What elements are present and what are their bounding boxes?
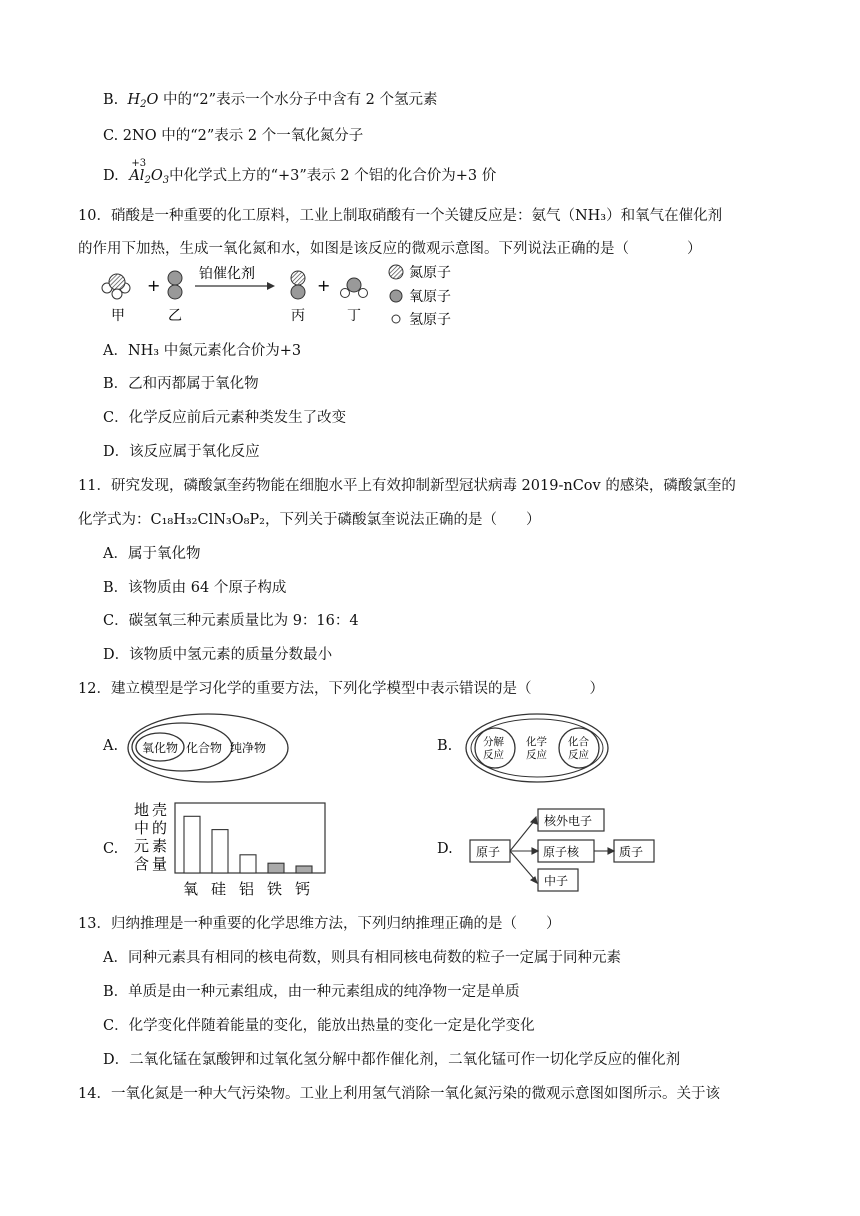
chart-category-label: 氧 [183, 880, 199, 898]
q10-reaction-diagram [95, 262, 475, 332]
svg-text:氧原子: 氧原子 [409, 289, 451, 305]
q13-option-d: D．二氧化锰在氯酸钾和过氧化氢分解中都作催化剂，二氧化锰可作一切化学反应的催化剂 [103, 1052, 681, 1068]
ammonia-molecule [102, 274, 130, 299]
q10-stem-line1: 10．硝酸是一种重要的化工原料，工业上制取硝酸有一个关键反应是：氨气（NH₃）和氧气在催化剂 [78, 208, 723, 224]
q10-option-d: D．该反应属于氧化反应 [103, 444, 260, 460]
q12-a-venn-diagram [122, 710, 292, 786]
q13-option-b: B．单质是由一种元素组成，由一种元素组成的纯净物一定是单质 [103, 984, 520, 1000]
combination-1: 化合 [568, 736, 589, 748]
node-atom: 原子 [476, 845, 501, 859]
chemical-2: 反应 [526, 749, 547, 761]
q13-option-c: C．化学变化伴随着能量的变化，能放出热量的变化一定是化学变化 [103, 1018, 535, 1034]
q9-option-c: C. 2NO 中的“2”表示 2 个一氧化氮分子 [103, 128, 364, 144]
node-neutron: 中子 [544, 874, 569, 888]
q12-d-label: D. [437, 841, 453, 857]
svg-text:氢原子: 氢原子 [409, 312, 451, 328]
q12-b-label: B. [437, 738, 453, 754]
chart-ylabel [134, 801, 167, 873]
chart-ylabel-char: 元 [134, 837, 150, 855]
q9-option-d: D. +3 $Al_2O_3$中化学式上方的“+3”表示 2 个铝的化合价为+3 价 [103, 158, 497, 186]
legend-nitrogen [389, 265, 451, 281]
q12-c-bar-chart [130, 798, 330, 898]
catalyst-label: 铂催化剂 [199, 266, 255, 282]
chart-ylabel-char: 含 [134, 855, 150, 873]
plus-sign-2: + [317, 276, 331, 295]
q12-stem: 12．建立模型是学习化学的重要方法，下列化学模型中表示错误的是（ ） [78, 681, 604, 697]
chart-ylabel-char: 中 [134, 819, 150, 837]
q12-a-label: A. [103, 738, 119, 754]
q10-stem-line2: 的作用下加热，生成一氧化氮和水，如图是该反应的微观示意图。下列说法正确的是（ ） [78, 241, 702, 257]
q10-option-c: C．化学反应前后元素种类发生了改变 [103, 410, 347, 426]
arrow-head [267, 282, 275, 290]
decomposition-2: 反应 [483, 749, 504, 761]
label-yi: 乙 [168, 308, 182, 324]
legend-hydrogen [392, 312, 451, 328]
plus-sign-1: + [147, 276, 161, 295]
chart-ylabel-char: 素 [152, 837, 168, 855]
chemical-1: 化学 [526, 736, 547, 748]
q11-stem-line1: 11．研究发现，磷酸氯奎药物能在细胞水平上有效抑制新型冠状病毒 2019-nCov 的感染，磷酸氯奎的 [78, 478, 736, 494]
chart-category-label: 硅 [211, 880, 227, 898]
chart-category-label: 钙 [295, 880, 311, 898]
venn-oxide: 氧化物 [142, 741, 179, 755]
decomposition-1: 分解 [483, 736, 504, 748]
chart-bar [212, 830, 228, 873]
q12-b-reaction-diagram [462, 710, 612, 786]
q11-option-b: B．该物质由 64 个原子构成 [103, 580, 287, 596]
chart-category-label: 铁 [267, 880, 283, 898]
chart-bar [296, 866, 312, 873]
node-nucleus: 原子核 [543, 845, 580, 859]
chart-ylabel-char: 量 [152, 855, 168, 873]
q9-option-b: B. $H_2O$ 中的“2”表示一个水分子中含有 2 个氢元素 [103, 92, 438, 110]
q13-stem: 13．归纳推理是一种重要的化学思维方法，下列归纳推理正确的是（ ） [78, 916, 561, 932]
label-jia: 甲 [111, 308, 125, 324]
q12-c-label: C. [103, 841, 119, 857]
chart-ylabel-char: 地 [134, 801, 150, 819]
node-electron: 核外电子 [544, 814, 593, 828]
chart-bar [240, 855, 256, 873]
oxygen-molecule [168, 271, 182, 299]
q11-option-d: D．该物质中氢元素的质量分数最小 [103, 647, 333, 663]
svg-text:氮原子: 氮原子 [409, 265, 451, 281]
legend-oxygen [390, 289, 451, 305]
chart-bar [184, 816, 200, 873]
label-ding: 丁 [347, 308, 361, 324]
q10-option-a: A．NH₃ 中氮元素化合价为+3 [103, 343, 302, 359]
chart-categories [183, 880, 310, 898]
chart-bars [184, 816, 312, 873]
q10-option-b: B．乙和丙都属于氧化物 [103, 376, 259, 392]
chart-bar [268, 863, 284, 873]
q11-option-c: C．碳氢氧三种元素质量比为 9：16：4 [103, 613, 359, 629]
q11-option-a: A．属于氧化物 [103, 546, 201, 562]
chart-ylabel-char: 壳 [152, 801, 168, 819]
q11-stem-line2: 化学式为：C₁₈H₃₂ClN₃O₈P₂，下列关于磷酸氯奎说法正确的是（ ） [78, 512, 541, 528]
combination-2: 反应 [568, 749, 589, 761]
q14-stem-line1: 14．一氧化氮是一种大气污染物。工业上利用氢气消除一氧化氮污染的微观示意图如图所示。关于该 [78, 1086, 720, 1102]
chart-category-label: 铝 [239, 880, 255, 898]
label-bing: 丙 [291, 308, 305, 324]
q13-option-a: A．同种元素具有相同的核电荷数，则具有相同核电荷数的粒子一定属于同种元素 [103, 950, 621, 966]
venn-pure: 纯净物 [230, 741, 267, 755]
no-molecule [291, 271, 305, 299]
q12-d-atom-structure [466, 805, 666, 895]
chart-ylabel-char: 的 [152, 819, 168, 837]
node-proton: 质子 [619, 845, 644, 859]
water-molecule [341, 278, 368, 298]
venn-compound: 化合物 [186, 741, 223, 755]
